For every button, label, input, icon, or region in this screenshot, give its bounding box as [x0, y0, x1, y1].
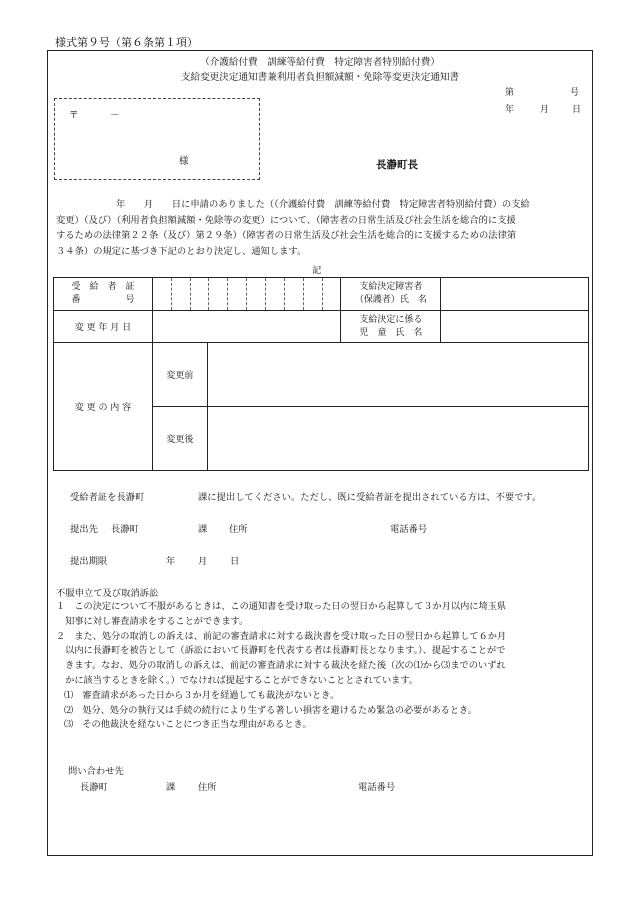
- doc-number-go: 号: [570, 88, 580, 98]
- ki-label: 記: [312, 265, 322, 276]
- appeal-line: ２ また、処分の取消しの訴えは、前記の審査請求に対する裁決書を受け取った日の翌日から起算して６か月: [56, 630, 507, 642]
- form-number: 様式第９号（第６条第１項）: [55, 36, 198, 49]
- contact-town: 長瀞町: [80, 782, 108, 793]
- decision-person-label: 支給決定障害者 （保護者）氏 名: [341, 278, 441, 311]
- appeal-line: ⑵ 処分、処分の執行又は手続の続行により生ずる著しい損害を避けるため緊急の必要があるとき。: [64, 704, 478, 716]
- intro-line: ３４条）の規定に基づき下記のとおり決定し、通知します。: [56, 245, 307, 257]
- title-line-1: （介護給付費 訓練等給付費 特定障害者特別給付費）: [200, 57, 440, 68]
- change-date-label: 変 更 年 月 日: [54, 311, 153, 343]
- appeal-line: きます。なお、処分の取消しの訴えは、前記の審査請求に対する裁決を経た後（次の⑴から⑶までのいずれ: [56, 660, 506, 672]
- appeal-line: 以内に長瀞町を被告として（訴訟において長瀞町を代表する者は長瀞町長となります。）、提起することがで: [56, 645, 506, 657]
- doc-number-dai: 第: [505, 88, 515, 98]
- submission-line-a: 受給者証を長瀞町: [70, 492, 145, 503]
- deadline-tsuki: 月: [198, 556, 208, 567]
- appeal-line: 知事に対し審査請求をすることができます。: [56, 615, 249, 627]
- title-line-2: 支給変更決定通知書兼利用者負担額減額・免除等変更決定通知書: [180, 72, 460, 83]
- dest-tel: 電話番号: [390, 524, 428, 535]
- appeal-line: １ この決定について不服があるときは、この通知書を受け取った日の翌日から起算して３か月以内に埼玉県: [56, 601, 507, 612]
- contact-address: 住所: [198, 782, 217, 793]
- intro-line: 年 月 日に申請のありました（（介護給付費 訓練等給付費 特定障害者特別給付費）の支給: [116, 199, 530, 210]
- child-name-field[interactable]: [441, 311, 589, 343]
- dest-ka: 課: [198, 524, 208, 535]
- change-date-field[interactable]: [152, 311, 341, 343]
- dest-label: 提出先: [70, 524, 98, 535]
- after-field[interactable]: [207, 407, 588, 471]
- postal-mark: 〒: [69, 110, 79, 121]
- contact-heading: 問い合わせ先: [68, 766, 124, 777]
- appeal-list: [56, 600, 591, 733]
- after-label: 変更後: [152, 407, 207, 471]
- deadline-nen: 年: [166, 556, 176, 567]
- change-content-label: 変 更 の 内 容: [54, 343, 153, 471]
- recipient-sama: 様: [179, 156, 189, 167]
- intro-paragraph: [56, 197, 586, 259]
- submission-line-b: 課に提出してください。ただし、既に受給者証を提出されている方は、不要です。: [198, 492, 542, 503]
- issuer-name: 長瀞町長: [376, 159, 418, 171]
- deadline-hi: 日: [230, 556, 240, 567]
- dest-town: 長瀞町: [111, 524, 139, 535]
- address-box: [54, 98, 260, 180]
- appeal-line: かに該当するときを除く。）でなければ提起することができないこととされています。: [56, 674, 418, 686]
- contact-ka: 課: [166, 782, 176, 793]
- intro-line: するための法律第２２条（及び）第２９条）（障害者の日常生活及び社会生活を総合的に支援するための法律第: [56, 230, 517, 241]
- cert-no-boxes[interactable]: [152, 278, 341, 311]
- deadline-label: 提出期限: [70, 556, 108, 567]
- cert-no-label: 受 給 者 証 番 号: [54, 278, 153, 311]
- date-hi: 日: [572, 105, 582, 115]
- decision-table: [53, 277, 589, 471]
- before-label: 変更前: [152, 343, 207, 407]
- dest-address: 住所: [229, 524, 248, 535]
- child-name-label: 支給決定に係る 児 童 氏 名: [341, 311, 441, 343]
- before-field[interactable]: [207, 343, 588, 407]
- appeal-line: ⑶ その他裁決を経ないことにつき正当な理由があるとき。: [64, 719, 312, 731]
- decision-person-name-field[interactable]: [441, 278, 589, 311]
- date-nen: 年: [505, 105, 515, 115]
- date-tsuki: 月: [540, 105, 550, 115]
- contact-tel: 電話番号: [358, 782, 396, 793]
- postal-dash: －: [110, 110, 120, 121]
- appeal-line: ⑴ 審査請求があった日から３か月を経過しても裁決がないとき。: [64, 689, 340, 701]
- appeal-heading: 不服申立て及び取消訴訟: [56, 588, 159, 599]
- intro-line: 変更）（及び）（利用者負担額減額・免除等の変更）について、（障害者の日常生活及び社会生活を総合的に支援: [56, 214, 516, 226]
